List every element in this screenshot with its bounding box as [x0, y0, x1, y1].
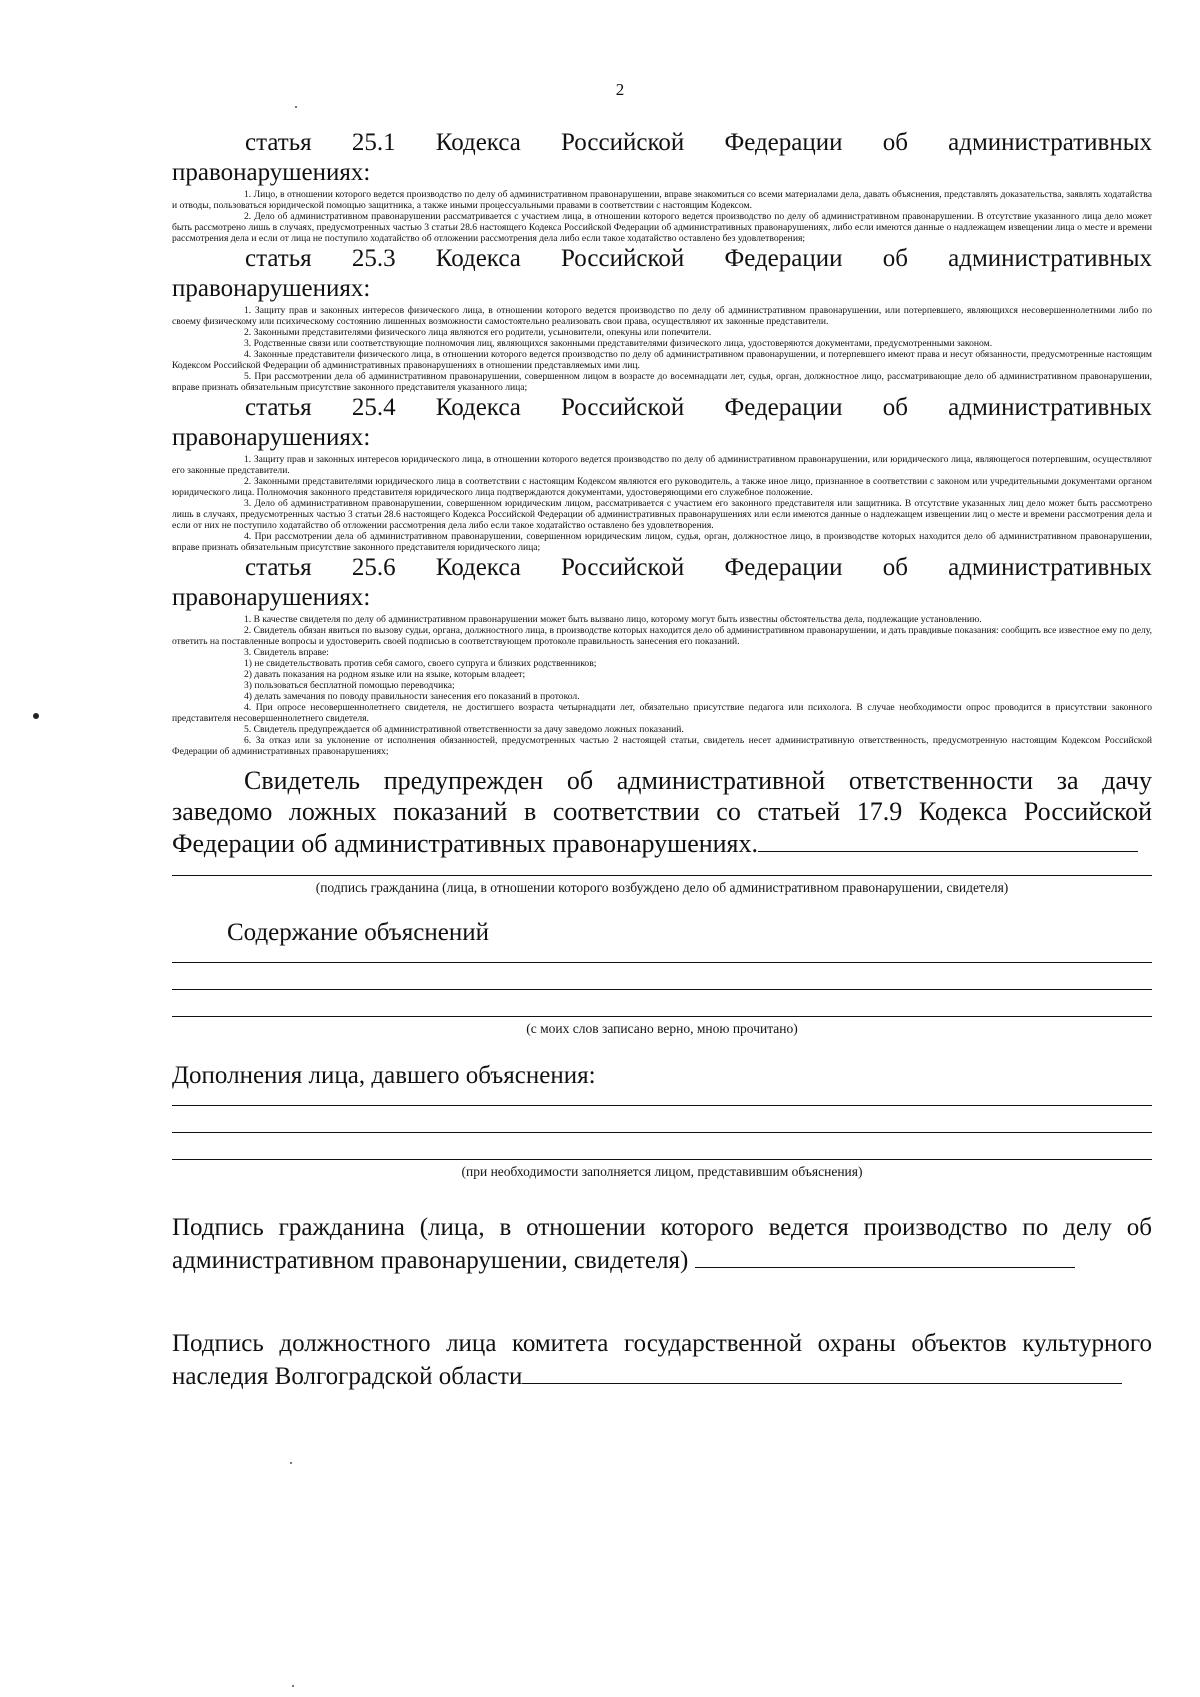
article-heading: статья 25.6 Кодекса Российской Федерации об административных правонарушениях: — [172, 554, 1152, 611]
explanations-heading: Содержание объяснений — [227, 919, 489, 946]
citizen-signature-line[interactable] — [695, 1243, 1075, 1268]
article-text: 1. Защиту прав и законных интересов юридического лица, в отношении которого ведется производство по делу об административном правонарушении, или юридического лица, являющегося потерпевшим, осуществляют его законные представители. 2. Законными представителями юридического лица в соответствии с настоящим Кодексом являются его руководитель, а также иное лицо, признанное в соответствии с законом или учредительными документами органом юридического лица. Полномочия законного представителя юридического лица подтверждаются документами, удостоверяющими его служебное положение. 3. Дело об административном правонарушении, совершенном юридическим лицом, рассматривается с участием его законного представителя или защитника. В отсутствие указанных лиц дело может быть рассмотрено лишь в случаях, предусмотренных частью 3 статьи 28.6 настоящего Кодекса Российской Федерации об административных правонарушениях или если имеются данные о надлежащем извещении лиц о месте и времени рассмотрения дела и если от них не поступило ходатайство об отложении рассмотрения дела либо если такое ходатайство оставлено без удовлетворения. 4. При рассмотрении дела об административном правонарушении, совершенном юридическим лицом, судья, орган, должностное лицо, в производстве которых находится дело об административном правонарушении, вправе признать обязательным присутствие законного представителя юридического лица; — [172, 454, 1152, 553]
margin-dot — [33, 713, 39, 719]
citizen-signature: Подпись гражданина (лица, в отношении которого ведется производство по делу об административном правонарушении, свидетеля) — [172, 1214, 1152, 1274]
additions-line[interactable] — [172, 1132, 1152, 1133]
article-heading: статья 25.4 Кодекса Российской Федерации об административных правонарушениях: — [172, 394, 1152, 451]
scan-speck — [292, 1685, 294, 1687]
additions-line[interactable] — [172, 1159, 1152, 1160]
document-body — [172, 128, 1152, 1392]
official-signature-line[interactable] — [522, 1359, 1122, 1384]
explanations-line[interactable] — [172, 989, 1152, 990]
signature-caption: (подпись гражданина (лица, в отношении которого возбуждено дело об административном правонарушении, свидетеля) — [315, 880, 1009, 895]
official-signature: Подпись должностного лица комитета государственной охраны объектов культурного наследия Волгоградской области — [172, 1330, 1152, 1390]
recorded-caption: (с моих слов записано верно, мною прочитано) — [526, 1021, 798, 1036]
witness-warning: Свидетель предупрежден об административной ответственности за дачу заведомо ложных показаний в соответствии со статьей 17.9 Кодекса Российской Федерации об административных правонарушениях. — [172, 766, 1152, 858]
scan-speck — [290, 1462, 292, 1464]
scan-speck — [295, 106, 297, 108]
article-heading: статья 25.1 Кодекса Российской Федерации об административных правонарушениях: — [172, 129, 1152, 186]
explanations-line[interactable] — [172, 962, 1152, 963]
explanations-line[interactable] — [172, 1016, 1152, 1017]
article-heading: статья 25.3 Кодекса Российской Федерации об административных правонарушениях: — [172, 245, 1152, 302]
additions-heading: Дополнения лица, давшего объяснения: — [172, 1062, 596, 1089]
page-number: 2 — [615, 80, 625, 99]
additions-line[interactable] — [172, 1105, 1152, 1106]
article-text: 1. Защиту прав и законных интересов физического лица, в отношении которого ведется производство по делу об административном правонарушении, или потерпевшего, являющихся несовершеннолетними либо по своему физическому или психическому состоянию лишенных возможности самостоятельно реализовать свои права, осуществляют их законные представители. 2. Законными представителями физического лица являются его родители, усыновители, опекуны или попечители. 3. Родственные связи или соответствующие полномочия лиц, являющихся законными представителями физического лица, удостоверяются документами, предусмотренными законом. 4. Законные представители физического лица, в отношении которого ведется производство по делу об административном правонарушении, и потерпевшего имеют права и несут обязанности, предусмотренные настоящим Кодексом Российской Федерации об административных правонарушениях в отношении представляемых ими лиц. 5. При рассмотрении дела об административном правонарушении, совершенном лицом в возрасте до восемнадцати лет, судья, орган, должностное лицо, рассматривающие дело об административном правонарушении, вправе признать обязательным присутствие законного представителя указанного лица; — [172, 305, 1152, 393]
signature-line[interactable] — [172, 875, 1152, 876]
article-text: 1. В качестве свидетеля по делу об административном правонарушении может быть вызвано лицо, которому могут быть известны обстоятельства дела, подлежащие установлению. 2. Свидетель обязан явиться по вызову судьи, органа, должностного лица, в производстве которых находится дело об административном правонарушении, и дать правдивые показания: сообщить все известное ему по делу, ответить на поставленные вопросы и удостоверить своей подписью в соответствующем протоколе правильность занесения его показаний. 3. Свидетель вправе: 1) не свидетельствовать против себя самого, своего супруга и близких родственников; 2) давать показания на родном языке или на языке, которым владеет; 3) пользоваться бесплатной помощью переводчика; 4) делать замечания по поводу правильности занесения его показаний в протокол. 4. При опросе несовершеннолетнего свидетеля, не достигшего возраста четырнадцати лет, обязательно присутствие педагога или психолога. В случае необходимости опрос проводится в присутствии законного представителя несовершеннолетнего свидетеля. 5. Свидетель предупреждается об административной ответственности за дачу заведомо ложных показаний. 6. За отказ или за уклонение от исполнения обязанностей, предусмотренных частью 2 настоящей статьи, свидетель несет административную ответственность, предусмотренную настоящим Кодексом Российской Федерации об административных правонарушениях; — [172, 614, 1152, 757]
article-text: 1. Лицо, в отношении которого ведется производство по делу об административном правонарушении, вправе знакомиться со всеми материалами дела, давать объяснения, представлять доказательства, заявлять ходатайства и отводы, пользоваться юридической помощью защитника, а также иными процессуальными правами в соответствии с настоящим Кодексом. 2. Дело об административном правонарушении рассматривается с участием лица, в отношении которого ведется производство по делу об административном правонарушении. В отсутствие указанного лица дело может быть рассмотрено лишь в случаях, предусмотренных частью 3 статьи 28.6 настоящего Кодекса Российской Федерации об административных правонарушениях, либо если имеются данные о надлежащем извещении лица о месте и времени рассмотрения дела и если от лица не поступило ходатайство об отложении рассмотрения дела либо если такое ходатайство оставлено без удовлетворения; — [172, 189, 1152, 244]
additions-caption: (при необходимости заполняется лицом, представившим объяснения) — [461, 1164, 863, 1179]
warning-signature-line[interactable] — [758, 827, 1138, 852]
